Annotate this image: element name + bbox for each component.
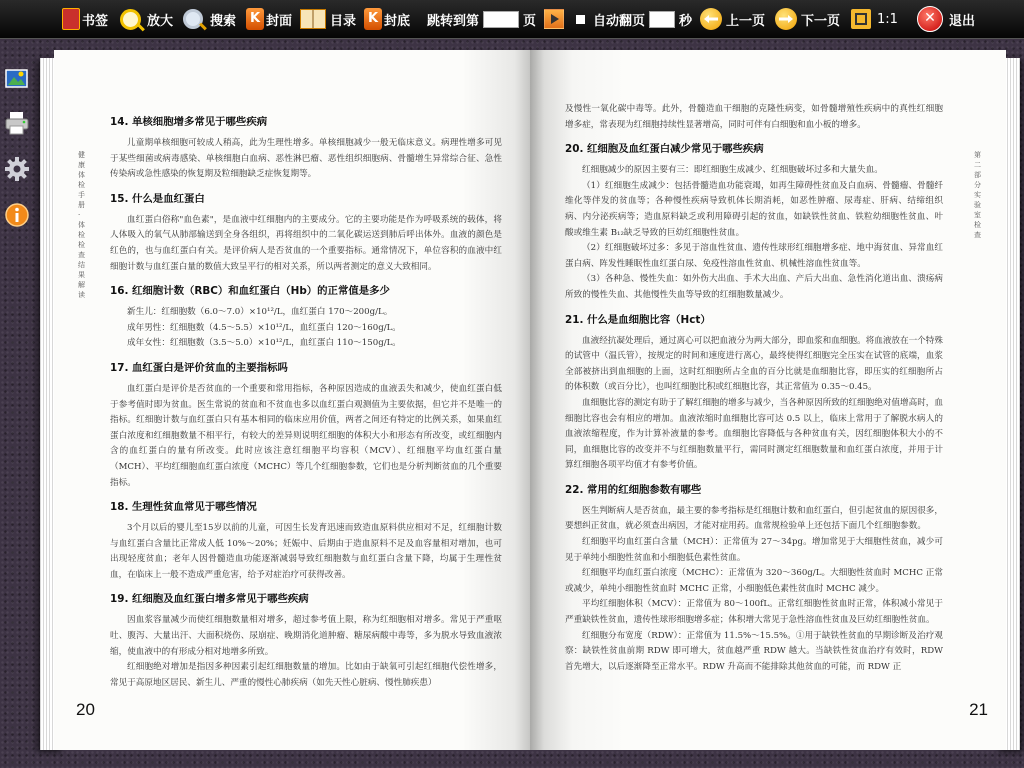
right-page-content <box>565 102 943 675</box>
right-running-head: 第二部分 实验室检查 <box>974 151 988 239</box>
picture-icon[interactable] <box>4 66 30 92</box>
section <box>565 142 943 303</box>
goto-page-input[interactable] <box>483 11 519 28</box>
section-title: 16. 红细胞计数（RBC）和血红蛋白（Hb）的正常值是多少 <box>110 285 390 298</box>
left-running-head: 健康体检手册·体检检查结果解读 <box>78 151 85 299</box>
zoom-button[interactable]: 放大 <box>120 0 173 38</box>
zoom-in-icon <box>120 9 141 30</box>
reference-line: 新生儿：红细胞数（6.0～7.0）×10¹²/L，血红蛋白 170～200g/L。 <box>127 307 393 318</box>
section-title: 21. 什么是血细胞比容（Hct） <box>565 313 711 326</box>
paragraph: （2）红细胞破坏过多：多见于溶血性贫血、遗传性球形红细胞增多症、地中海贫血、异常血红蛋白病、阵发性睡眠性血红蛋白尿、免疫性溶血性贫血、机械性溶血性贫血等。 <box>565 243 943 269</box>
k-back-cover-icon: K <box>364 8 382 30</box>
section-title: 14. 单核细胞增多常见于哪些疾病 <box>110 116 268 128</box>
auto-flip-group: 自动翻页 秒 <box>576 0 692 38</box>
paragraph: 血红蛋白俗称"血色素"，是血液中红细胞内的主要成分。它的主要功能是作为呼吸系统的载体，将人体吸入的氧气从肺部输送到全身各组织，再将组织中的二氧化碳运送到肺后呼出体外。血液的颜色是红色的，也与血红蛋白有关。是评价病人是否贫血的一个重要指标。通常情况下，单位容积的血液中红细胞计数与血红蛋白量的数值大致呈平行的相对关系，所以两者测定的意义大致相同。 <box>110 214 502 272</box>
section-title: 15. 什么是血红蛋白 <box>110 192 205 205</box>
right-arrow-icon <box>775 8 797 30</box>
red-book-icon <box>62 8 80 30</box>
auto-flip-checkbox[interactable] <box>576 15 585 24</box>
info-icon[interactable] <box>4 202 30 228</box>
section-title: 19. 红细胞及血红蛋白增多常见于哪些疾病 <box>110 593 309 606</box>
paragraph: 红细胞绝对增加是指因多种因素引起红细胞数量的增加。比如由于缺氧可引起红细胞代偿性增多，常见于高原地区居民、新生儿、严重的慢性心肺疾病（如先天性心脏病、慢性肺疾患） <box>110 662 502 688</box>
bookmark-button[interactable]: 书签 <box>62 0 108 38</box>
open-book-icon <box>300 9 326 29</box>
left-page-number: 20 <box>76 700 95 719</box>
section <box>110 361 502 491</box>
paragraph: 医生判断病人是否贫血，最主要的参考指标是红细胞计数和血红蛋白，但引起贫血的原因很多，要想纠正贫血，就必须查出病因，才能对症用药。血常规检验单上还包括下面几个红细胞参数。 <box>565 505 943 532</box>
paragraph: 儿童期单核细胞可较成人稍高，此为生理性增多。单核细胞减少一般无临床意义。病理性增多可见于某些细菌或病毒感染、单核细胞白血病、恶性淋巴瘤、恶性组织细胞病、骨髓增生异常综合征、急性传染病或急性感染的恢复期及粒细胞缺乏症恢复期等。 <box>110 138 502 180</box>
section <box>565 313 943 474</box>
section-title: 18. 生理性贫血常见于哪些情况 <box>110 501 257 514</box>
back-cover-button[interactable]: K 封底 <box>364 0 410 38</box>
paragraph: 血红蛋白是评价是否贫血的一个重要和常用指标，各种原因造成的血液丢失和减少，使血红蛋白低于参考值时即为贫血。医生常说的贫血和不贫血也多以血红蛋白观测值为主要依据，但它并不是唯一的指标。红细胞计数与血红蛋白只有基本相同的临床应用价值，两者之间还有特定的比例关系，如果血红蛋白浓度和红细胞数量不相平行，有较大的差异则说明红细胞的体积大小和形态有所改变，或红细胞内含的血红蛋白的量有所改变。此时应该注意红细胞平均容积（MCV）、红细胞平均血红蛋白量（MCH）、平均红细胞血红蛋白浓度（MCHC）等几个红细胞参数，它们也是分析判断贫血的几个重要指标。 <box>110 383 502 488</box>
left-page-content <box>110 106 502 691</box>
paragraph: 血细胞比容的测定有助于了解红细胞的增多与减少，当各种原因所致的红细胞绝对值增高时，血细胞比容也会有相应的增加。血液浓缩时血细胞比容可达 0.5 以上，临床上常用于了解脱水病人的血液浓缩程度，作为计算补液量的参考。血细胞比容降低与各种贫血有关，因红细胞体积大小的不同，血细胞比容的改变并不与红细胞数量平行，需同时测定红细胞数量和血红蛋白浓度，并用于计算红细胞各项平均值才有参考价值。 <box>565 397 943 471</box>
paragraph: 平均红细胞体积（MCV）：正常值为 80～100fL。正常红细胞性贫血时正常，体积减小常见于严重缺铁性贫血，遗传性球形细胞增多症；体积增大常见于急性溶血性贫血及巨幼红细胞性贫血。 <box>565 599 943 626</box>
printer-icon[interactable] <box>4 110 30 136</box>
book-spread <box>40 48 1020 754</box>
cover-button[interactable]: K 封面 <box>246 0 292 38</box>
actual-size-button[interactable]: 1:1 <box>851 0 898 38</box>
section <box>565 102 943 133</box>
reference-line: 成年女性：红细胞数（3.5～5.0）×10¹²/L，血红蛋白 110～150g/L。 <box>127 338 401 349</box>
section <box>110 284 502 352</box>
right-page-number: 21 <box>969 700 988 719</box>
paragraph: 红细胞平均血红蛋白含量（MCH）：正常值为 27～34pg。增加常见于大细胞性贫血，减少可见于单纯小细胞性贫血和小细胞低色素性贫血。 <box>565 537 943 563</box>
section <box>110 192 502 275</box>
paragraph: 红细胞减少的原因主要有三：即红细胞生成减少、红细胞破坏过多和大量失血。 <box>582 165 883 176</box>
section <box>110 500 502 583</box>
section-title: 22. 常用的红细胞参数有哪些 <box>565 483 702 496</box>
paragraph: 及慢性一氧化碳中毒等。此外，骨髓造血干细胞的克隆性病变，如骨髓增殖性疾病中的真性红细胞增多症，常表现为红细胞持续性显著增高，同时可伴有白细胞和血小板的增多。 <box>565 104 943 130</box>
fit-size-icon <box>851 9 871 29</box>
section <box>110 115 502 183</box>
magnifier-icon <box>183 9 203 29</box>
right-page[interactable] <box>530 50 1006 750</box>
reader-toolbar <box>0 0 1024 39</box>
paragraph: 因血浆容量减少而使红细胞数量相对增多，超过参考值上限，称为红细胞相对增多。常见于严重呕吐、腹泻、大量出汗、大面积烧伤、尿崩症、晚期消化道肿瘤、糖尿病酸中毒等，多为脱水导致血液浓缩，使血液中的有形成分相对地增多所致。 <box>110 615 502 657</box>
paragraph: 血液经抗凝处理后，通过离心可以把血液分为两大部分，即血浆和血细胞。将血液放在一个特殊的试管中（温氏管），按规定的时间和速度进行离心，最终使得红细胞完全压实在试管的底端，血浆全部被挤出到血细胞的上面，这时红细胞所占全血的百分比就是血细胞比容，即压实的红细胞所占的体积数（或百分比），也叫红细胞比积或红细胞比容，其正常值为 0.35～0.45。 <box>565 335 943 393</box>
search-button[interactable]: 搜索 <box>183 0 236 38</box>
section <box>565 483 943 676</box>
gear-icon[interactable] <box>4 156 30 182</box>
prev-page-button[interactable]: 上一页 <box>700 0 765 38</box>
next-page-button[interactable]: 下一页 <box>775 0 840 38</box>
goto-page-group: 跳转到第 页 <box>427 0 566 38</box>
toc-button[interactable]: 目录 <box>300 0 356 38</box>
paragraph: （3）各种急、慢性失血：如外伤大出血、手术大出血、产后大出血、急性消化道出血、溃疡病所致的慢性失血、其他慢性失血等导致的红细胞数量减少。 <box>565 274 943 300</box>
go-button[interactable] <box>544 9 564 29</box>
section <box>110 592 502 691</box>
left-arrow-icon <box>700 8 722 30</box>
paragraph: 3个月以后的婴儿至15岁以前的儿童，可因生长发育迅速而致造血原料供应相对不足，红细胞计数与血红蛋白含量比正常成人低 10%～20%；妊娠中、后期由于造血原料不足及血容量相对增加，也可出现轻度贫血；老年人因骨髓造血功能逐渐减弱导致红细胞数与血红蛋白含量下降，均属于生理性贫血，在临床上一般不造成严重危害，给予对症治疗可获得改善。 <box>110 523 502 580</box>
close-x-icon: ✕ <box>917 6 943 32</box>
reference-line: 成年男性：红细胞数（4.5～5.5）×10¹²/L，血红蛋白 120～160g/L。 <box>127 322 401 333</box>
paragraph: 红细胞平均血红蛋白浓度（MCHC）：正常值为 320～360g/L。大细胞性贫血时 MCHC 正常或减少，单纯小细胞性贫血时 MCHC 正常，小细胞低色素性贫血时 MCHC 减少。 <box>565 568 943 594</box>
left-page[interactable] <box>54 50 534 750</box>
section-title: 20. 红细胞及血红蛋白减少常见于哪些疾病 <box>565 143 764 156</box>
exit-button[interactable]: ✕ 退出 <box>917 0 975 38</box>
k-cover-icon: K <box>246 8 264 30</box>
section-title: 17. 血红蛋白是评价贫血的主要指标吗 <box>110 361 288 374</box>
auto-flip-seconds-input[interactable] <box>649 11 675 28</box>
paragraph: （1）红细胞生成减少：包括骨髓造血功能衰竭，如再生障碍性贫血及白血病、骨髓瘤、骨髓纤维化等伴发的贫血等；各种慢性疾病导致机体长期消耗，如恶性肿瘤、尿毒症、肝病、结缔组织病、内分泌疾病等；造血原料缺乏或利用障碍引起的贫血，如缺铁性贫血、铁粒幼细胞性贫血、叶酸或维生素 B₁₂缺乏导致的巨幼红细胞性贫血。 <box>565 180 943 238</box>
paragraph: 红细胞分布宽度（RDW）：正常值为 11.5%～15.5%。①用于缺铁性贫血的早期诊断及治疗观察：缺铁性贫血前期 RDW 即可增大，贫血越严重 RDW 越大。当缺铁性贫血治疗有效时，RDW 首先增大，以后逐渐降至正常水平。RDW 升高而不能排除其他贫血的可能，而 RDW 正 <box>565 630 943 672</box>
